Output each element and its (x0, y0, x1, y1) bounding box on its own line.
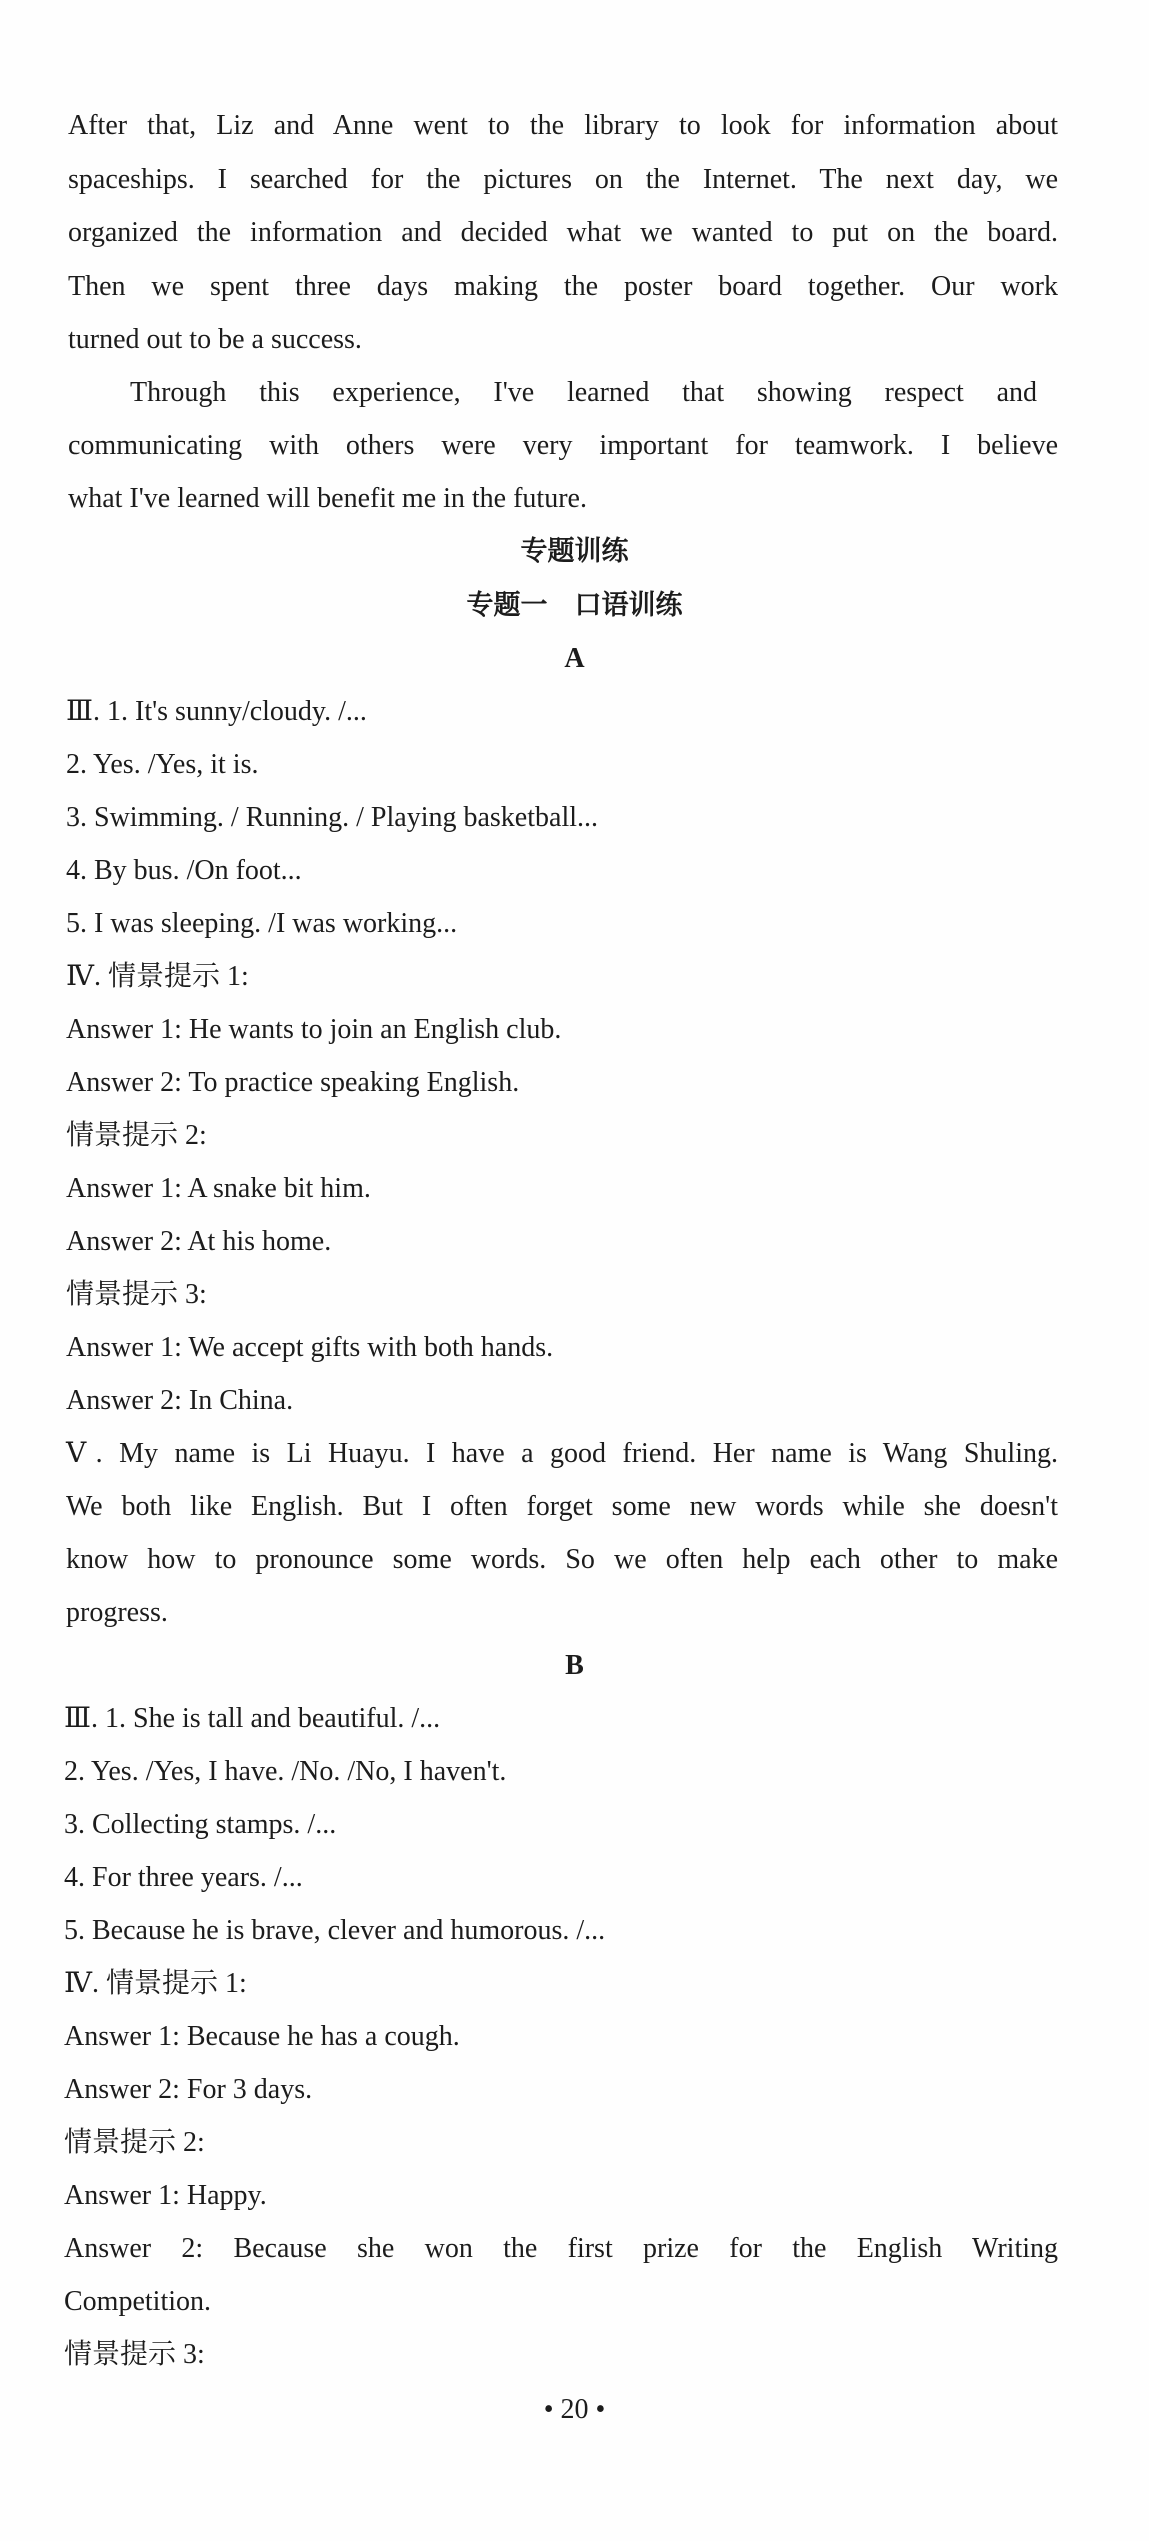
answer-line: 情景提示 2: (64, 2127, 205, 2158)
passage-line: Through this experience, I've learned that showing respect and (130, 377, 1037, 408)
answer-line: 情景提示 2: (66, 1120, 207, 1151)
answer-line: 情景提示 3: (64, 2339, 205, 2370)
passage-line: Then we spent three days making the poster board together. Our work (68, 271, 1058, 302)
answer-line: Ⅲ. 1. It's sunny/cloudy. /... (66, 696, 367, 727)
part-b-label: B (565, 1650, 584, 1681)
answer-line: progress. (66, 1597, 168, 1628)
passage-line: organized the information and decided what we wanted to put on the board. (68, 217, 1058, 248)
passage-line: what I've learned will benefit me in the future. (68, 483, 587, 514)
answer-line: 3. Swimming. / Running. / Playing basketball... (66, 802, 598, 833)
answer-line: 4. For three years. /... (64, 1862, 303, 1893)
answer-line: Answer 1: We accept gifts with both hands. (66, 1332, 554, 1363)
answer-line: Ⅳ. 情景提示 1: (64, 1968, 247, 1999)
passage-line: communicating with others were very important for teamwork. I believe (68, 430, 1058, 461)
answer-line: Answer 2: Because she won the first prize for the English Writing (64, 2233, 1058, 2264)
answer-line: We both like English. But I often forget some new words while she doesn't (66, 1491, 1058, 1522)
answer-line: Ⅲ. 1. She is tall and beautiful. /... (64, 1703, 441, 1734)
passage-line: After that, Liz and Anne went to the library to look for information about (68, 110, 1058, 141)
answer-line: Ⅴ. My name is Li Huayu. I have a good friend. Her name is Wang Shuling. (66, 1438, 1058, 1469)
answer-line: Answer 1: He wants to join an English club. (66, 1014, 562, 1045)
answer-line: 5. Because he is brave, clever and humorous. /... (64, 1915, 606, 1946)
part-a-label: A (564, 643, 585, 674)
answer-line: Answer 2: In China. (66, 1385, 294, 1416)
answer-line: Answer 1: A snake bit him. (66, 1173, 371, 1204)
topic-heading: 专题一 口语训练 (466, 590, 683, 621)
answer-line: 2. Yes. /Yes, it is. (66, 749, 259, 780)
answer-line: 3. Collecting stamps. /... (64, 1809, 337, 1840)
page-number: • 20 • (543, 2394, 606, 2425)
answer-line: 5. I was sleeping. /I was working... (66, 908, 458, 939)
answer-line: Answer 2: At his home. (66, 1226, 332, 1257)
answer-line: 2. Yes. /Yes, I have. /No. /No, I haven't. (64, 1756, 507, 1787)
answer-line: Answer 2: To practice speaking English. (66, 1067, 520, 1098)
answer-line: Answer 1: Because he has a cough. (64, 2021, 460, 2052)
answer-line: Answer 1: Happy. (64, 2180, 267, 2211)
passage-line: spaceships. I searched for the pictures on the Internet. The next day, we (68, 164, 1058, 195)
answer-line: Competition. (64, 2286, 211, 2317)
answer-line: Ⅳ. 情景提示 1: (66, 961, 249, 992)
section-heading: 专题训练 (520, 536, 629, 567)
answer-line: know how to pronounce some words. So we often help each other to make (66, 1544, 1058, 1575)
passage-line: turned out to be a success. (68, 324, 362, 355)
answer-line: 4. By bus. /On foot... (66, 855, 302, 886)
answer-line: Answer 2: For 3 days. (64, 2074, 313, 2105)
answer-line: 情景提示 3: (66, 1279, 207, 1310)
